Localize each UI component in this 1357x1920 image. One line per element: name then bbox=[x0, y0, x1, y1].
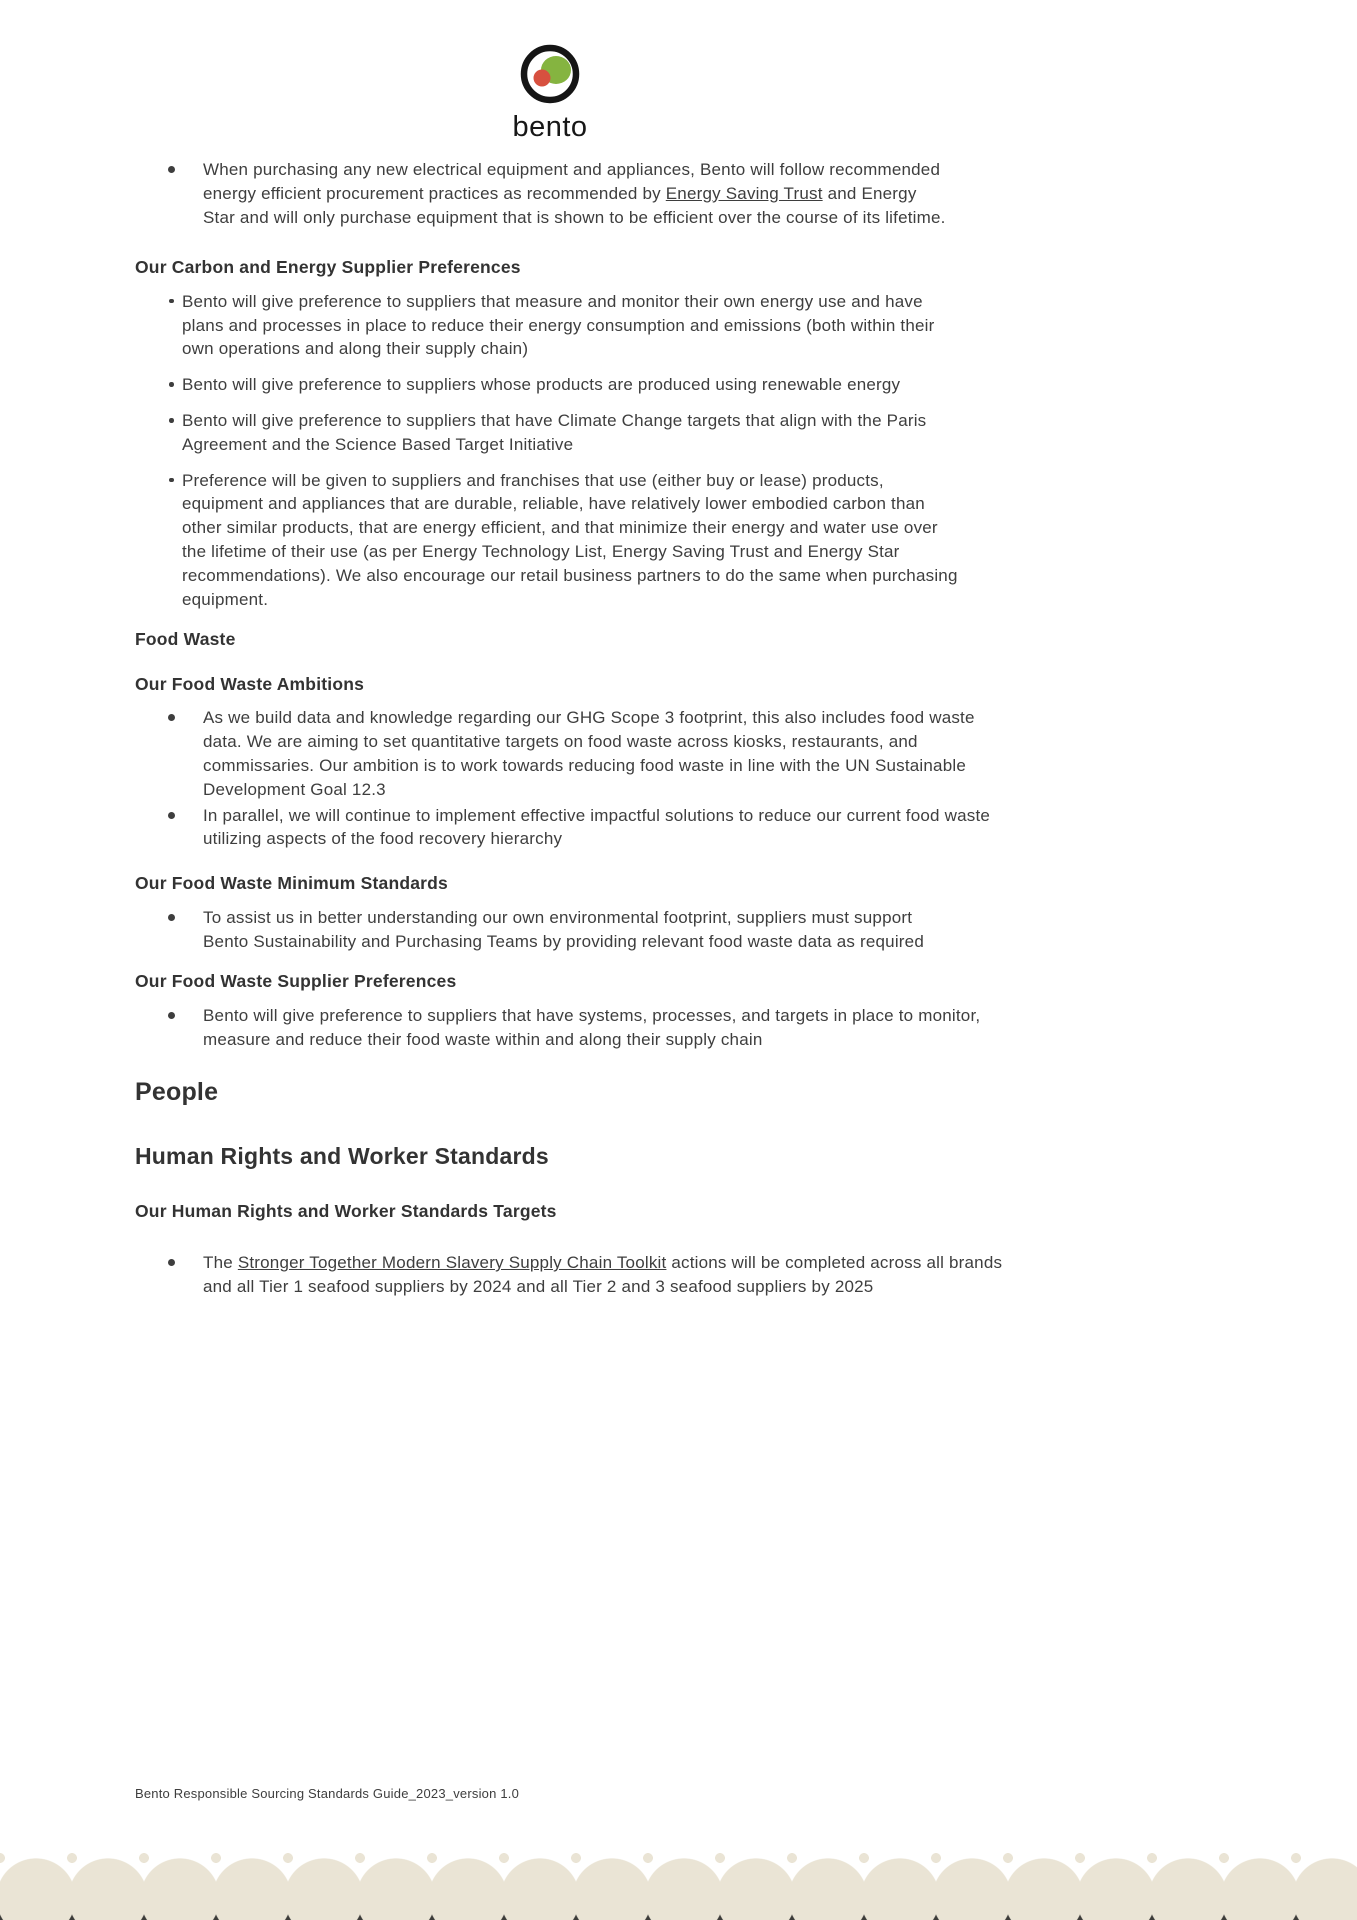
human-rights-targets-list bbox=[135, 1251, 1230, 1299]
heading-carbon-supplier-preferences: Our Carbon and Energy Supplier Preferences bbox=[135, 257, 521, 278]
energy-saving-trust-link[interactable]: Energy Saving Trust bbox=[665, 183, 823, 203]
bento-logo-icon bbox=[515, 40, 585, 110]
stronger-together-toolkit-link[interactable]: Stronger Together Modern Slavery Supply Chain Toolkit bbox=[237, 1253, 667, 1273]
food-waste-minimum-standards-list bbox=[135, 906, 1230, 954]
bullet-item bbox=[135, 158, 951, 229]
bullet-item: Bento will give preference to suppliers that have Climate Change targets that align with the Paris Agreement and the Science Based Target Initiative bbox=[135, 409, 960, 457]
logo-wordmark: bento bbox=[512, 111, 588, 143]
bullet-item: Bento will give preference to suppliers whose products are produced using renewable energy bbox=[135, 373, 960, 397]
intro-bullet-list bbox=[135, 158, 1230, 229]
bullet-text: When purchasing any new electrical equipment and appliances, Bento will follow recommended energy efficient procurement practices as recommended by bbox=[203, 160, 941, 203]
heading-food-waste-supplier-preferences: Our Food Waste Supplier Preferences bbox=[135, 971, 457, 992]
heading-human-rights: Human Rights and Worker Standards bbox=[135, 1143, 549, 1170]
bullet-item: Bento will give preference to suppliers that have systems, processes, and targets in place to monitor, measure and reduce their food waste within and along their supply chain bbox=[135, 1004, 1021, 1052]
page-footer: Bento Responsible Sourcing Standards Guide_2023_version 1.0 bbox=[135, 1786, 519, 1801]
carbon-preferences-list bbox=[135, 290, 1230, 612]
decorative-scallop-band bbox=[0, 1828, 1357, 1920]
bullet-item bbox=[135, 1251, 1035, 1299]
bullet-item: In parallel, we will continue to implement effective impactful solutions to reduce our current food waste utilizing aspects of the food recovery hierarchy bbox=[135, 804, 1018, 852]
bullet-text: and Energy Star and will only purchase equipment that is shown to be efficient over the course of its lifetime. bbox=[203, 183, 946, 227]
bullet-text: The bbox=[203, 1253, 238, 1273]
bullet-text: actions will be completed across all brands and all Tier 1 seafood suppliers by 2024 and all Tier 2 and 3 seafood suppliers by 2025 bbox=[203, 1253, 1003, 1296]
heading-human-rights-targets: Our Human Rights and Worker Standards Targets bbox=[135, 1200, 557, 1221]
document-body bbox=[135, 158, 1230, 1309]
food-waste-ambitions-list bbox=[135, 706, 1230, 851]
bullet-item: To assist us in better understanding our own environmental footprint, suppliers must support Bento Sustainability and Purchasing Teams by providing relevant food waste data as required bbox=[135, 906, 951, 954]
scallop-circles-pattern bbox=[0, 1828, 1357, 1920]
bullet-item: As we build data and knowledge regarding our GHG Scope 3 footprint, this also includes food waste data. We are aiming to set quantitative targets on food waste across kiosks, restaurants, and commissaries. Our ambition is to work towards reducing food waste in line with the UN Sustainable Development Goal 12.3 bbox=[135, 706, 1018, 801]
heading-food-waste-ambitions: Our Food Waste Ambitions bbox=[135, 673, 365, 694]
bullet-item: Bento will give preference to suppliers that measure and monitor their own energy use and have plans and processes in place to reduce their energy consumption and emissions (both within their own operations and along their supply chain) bbox=[135, 290, 960, 361]
food-waste-supplier-preferences-list bbox=[135, 1004, 1230, 1052]
heading-food-waste-minimum-standards: Our Food Waste Minimum Standards bbox=[135, 873, 448, 894]
bullet-item: Preference will be given to suppliers and franchises that use (either buy or lease) products, equipment and appliances that are durable, reliable, have relatively lower embodied carbon than other similar products, that are energy efficient, and that minimize their energy and water use over the lifetime of their use (as per Energy Technology List, Energy Saving Trust and Energy Star recommendations). We also encourage our retail business partners to do the same when purchasing equipment. bbox=[135, 469, 960, 612]
heading-people: People bbox=[135, 1078, 219, 1107]
heading-food-waste: Food Waste bbox=[135, 629, 236, 650]
logo bbox=[490, 40, 610, 144]
